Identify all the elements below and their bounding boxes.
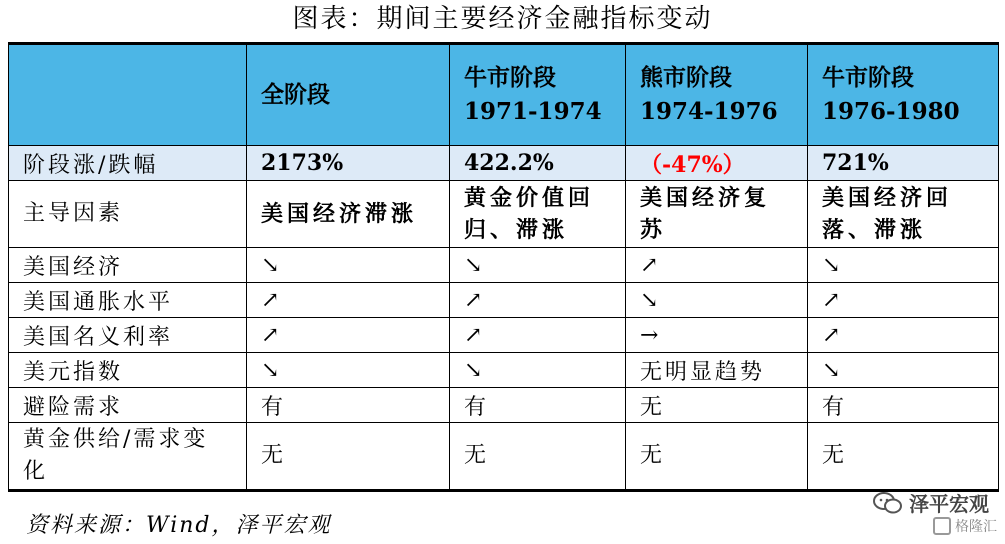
- trend-arrow-icon: ↗: [247, 283, 450, 318]
- table-cell-negative: （-47%）: [626, 146, 808, 181]
- table-cell: 黄金价值回归、滞涨: [450, 181, 626, 248]
- table-cell: 有: [247, 388, 450, 423]
- row-label: 阶段涨/跌幅: [9, 146, 247, 181]
- table-cell: 美国经济回落、滞涨: [808, 181, 999, 248]
- table-row: [9, 283, 999, 318]
- table-cell: 422.2%: [450, 146, 626, 181]
- table-cell: 无: [450, 423, 626, 491]
- table-row: [9, 318, 999, 353]
- row-label: 主导因素: [9, 181, 247, 248]
- watermark-site: [933, 516, 997, 536]
- trend-arrow-icon: ↘: [450, 353, 626, 388]
- indicator-table-wrap: [8, 42, 998, 492]
- table-cell: 美国经济滞涨: [247, 181, 450, 248]
- header-cell-bull-2: 牛市阶段 1976-1980: [808, 44, 999, 146]
- table-cell: 有: [450, 388, 626, 423]
- trend-arrow-icon: ↗: [450, 318, 626, 353]
- table-row: [9, 181, 999, 248]
- source-note: 资料来源：Wind，泽平宏观: [26, 513, 332, 538]
- table-cell: 美国经济复苏: [626, 181, 808, 248]
- table-cell: 有: [808, 388, 999, 423]
- trend-arrow-icon: ↘: [808, 353, 999, 388]
- figure-title: 图表：期间主要经济金融指标变动: [292, 4, 713, 34]
- trend-arrow-icon: ↘: [626, 283, 808, 318]
- trend-arrow-icon: ↗: [450, 283, 626, 318]
- row-label: 美国通胀水平: [9, 283, 247, 318]
- table-cell: 721%: [808, 146, 999, 181]
- row-label: 美国经济: [9, 248, 247, 283]
- row-label: 黄金供给/需求变化: [9, 423, 247, 491]
- header-cell-all: 全阶段: [247, 44, 450, 146]
- site-logo-icon: [933, 517, 951, 535]
- trend-arrow-icon: ↘: [450, 248, 626, 283]
- table-row: [9, 423, 999, 491]
- watermark-brand-text: 泽平宏观: [909, 492, 989, 516]
- header-cell-bull-1: 牛市阶段 1971-1974: [450, 44, 626, 146]
- table-header-row: [9, 44, 999, 146]
- trend-arrow-icon: ↗: [247, 318, 450, 353]
- watermark-site-text: 格隆汇: [955, 519, 997, 535]
- wechat-icon: [873, 492, 903, 514]
- row-label: 避险需求: [9, 388, 247, 423]
- table-cell: 无: [808, 423, 999, 491]
- indicator-table: [8, 42, 999, 492]
- table-row: [9, 146, 999, 181]
- table-cell: 2173%: [247, 146, 450, 181]
- header-cell-empty: [9, 44, 247, 146]
- row-label: 美元指数: [9, 353, 247, 388]
- trend-arrow-icon: ↘: [247, 353, 450, 388]
- trend-arrow-icon: →: [626, 318, 808, 353]
- table-cell: 无: [247, 423, 450, 491]
- table-cell: 无明显趋势: [626, 353, 808, 388]
- row-label: 美国名义利率: [9, 318, 247, 353]
- table-row: [9, 388, 999, 423]
- trend-arrow-icon: ↗: [626, 248, 808, 283]
- trend-arrow-icon: ↘: [808, 248, 999, 283]
- table-cell: 无: [626, 423, 808, 491]
- trend-arrow-icon: ↗: [808, 283, 999, 318]
- table-cell: 无: [626, 388, 808, 423]
- header-cell-bear: 熊市阶段 1974-1976: [626, 44, 808, 146]
- trend-arrow-icon: ↗: [808, 318, 999, 353]
- trend-arrow-icon: ↘: [247, 248, 450, 283]
- table-row: [9, 353, 999, 388]
- table-row: [9, 248, 999, 283]
- watermark-brand: [873, 488, 989, 517]
